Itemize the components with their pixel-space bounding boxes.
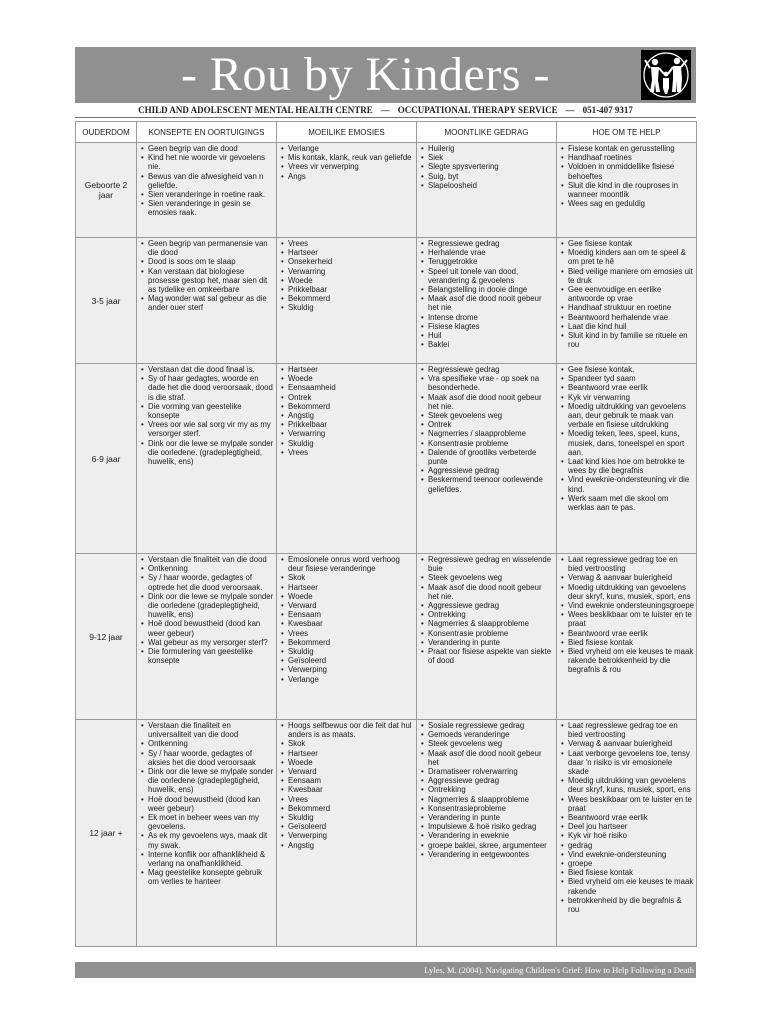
list-item: • Laat regressiewe gedrag toe en bied vertroosting: [560, 721, 694, 739]
list-item: • Sy / haar woorde, gedagtes of aksies het die dood veroorsaak: [140, 749, 274, 767]
emotions-cell: [277, 364, 417, 554]
list-item: • Skuldig: [280, 439, 414, 448]
list-item: • Verstaan die finaliteit van die dood: [140, 555, 274, 564]
list-item: • Verwarring: [280, 429, 414, 438]
list-item: • Werk saam met die skool om werklas aan te pas.: [560, 494, 694, 512]
list-item: • Aggressiewe gedrag: [420, 466, 554, 475]
list-item: • Emosionele onrus word verhoog deur fisiese veranderinge: [280, 555, 414, 573]
list-item: • Sien veranderinge in gesin se emosies raak.: [140, 199, 274, 217]
age-cell: 3-5 jaar: [76, 238, 137, 364]
list-item: • Verward: [280, 601, 414, 610]
list-item: • Mag geestelike konsepte gebruik om verlies te hanteer: [140, 868, 274, 886]
list-item: • Fisiese klagtes: [420, 322, 554, 331]
service-name: OCCUPATIONAL THERAPY SERVICE: [397, 105, 558, 115]
list-item: • Kwesbaar: [280, 785, 414, 794]
list-item: • Woede: [280, 276, 414, 285]
list-item: • Beantwoord herhalende vrae: [560, 313, 694, 322]
list-item: • Impulsiewe & hoë risiko gedrag: [420, 822, 554, 831]
list-item: • Dalende of grootliks verbeterde punte: [420, 448, 554, 466]
list-item: • Dink oor die lewe se mylpale sonder die oorledene. (gradeplegtigheid, huwelik, ens): [140, 439, 274, 467]
emotions-list: [280, 239, 414, 313]
list-item: • Beantwoord vrae eerlik: [560, 813, 694, 822]
list-item: • Woede: [280, 374, 414, 383]
list-item: • Vind eweknie-ondersteuning: [560, 850, 694, 859]
list-item: • Skuldig: [280, 303, 414, 312]
list-item: • Die vorming van geestelike konsepte: [140, 402, 274, 420]
list-item: • Onsekerheid: [280, 257, 414, 266]
column-header-help: HOE OM TE HELP: [557, 122, 697, 143]
column-header-age: OUDERDOM: [76, 122, 137, 143]
list-item: • Steek gevoelens weg: [420, 573, 554, 582]
emotions-list: [280, 721, 414, 850]
list-item: • Hoogs selfbewus oor die feit dat hul anders is as maats.: [280, 721, 414, 739]
list-item: • Siek: [420, 153, 554, 162]
help-cell: [557, 143, 697, 238]
list-item: • Mag wonder wat sal gebeur as die ander ouer sterf: [140, 294, 274, 312]
concepts-list: [140, 555, 274, 665]
separator: —: [380, 105, 390, 115]
list-item: • Verwerping: [280, 665, 414, 674]
list-item: • Gee fisiese kontak.: [560, 365, 694, 374]
list-item: • Huil: [420, 331, 554, 340]
list-item: • Die formulering van geestelike konsepte: [140, 647, 274, 665]
list-item: • Fisiese kontak en gerusstelling: [560, 144, 694, 153]
emotions-list: [280, 555, 414, 684]
page-title: - Rou by Kinders -: [181, 48, 550, 101]
list-item: • Regressiewe gedrag: [420, 239, 554, 248]
help-list: [560, 144, 694, 208]
emotions-cell: [277, 554, 417, 720]
list-item: • Woede: [280, 758, 414, 767]
list-item: • Ontkenning: [140, 739, 274, 748]
help-cell: [557, 238, 697, 364]
behaviour-cell: [417, 554, 557, 720]
list-item: • Verandering in punte: [420, 638, 554, 647]
list-item: • Verlange: [280, 144, 414, 153]
list-item: • gedrag: [560, 841, 694, 850]
list-item: • Handhaaf roetines: [560, 153, 694, 162]
list-item: • Angstig: [280, 411, 414, 420]
column-header-concepts: KONSEPTE EN OORTUIGINGS: [137, 122, 277, 143]
behaviour-list: [420, 721, 554, 859]
help-list: [560, 721, 694, 914]
list-item: • Laat regressiewe gedrag toe en bied vertroosting: [560, 555, 694, 573]
list-item: • Sy of haar gedagtes, woorde en dade het die dood veroorsaak, dood is die straf.: [140, 374, 274, 402]
list-item: • Dink oor die lewe se mylpale sonder die oorledene (gradeplegtigheid, huwelik, ens): [140, 767, 274, 795]
list-item: • As ek my gevoelens wys, maak dit my swak.: [140, 831, 274, 849]
list-item: • Prikkelbaar: [280, 285, 414, 294]
list-item: • Konsentrasie probleme: [420, 439, 554, 448]
list-item: • Moedig uitdrukking van gevoelens deur skryf, kuns, musiek, sport, ens: [560, 583, 694, 601]
behaviour-list: [420, 144, 554, 190]
list-item: • Kyk vir hoë risiko: [560, 831, 694, 840]
concepts-cell: [137, 554, 277, 720]
help-cell: [557, 554, 697, 720]
list-item: • Beskermend teenoor oorlewende geliefdes.: [420, 475, 554, 493]
list-item: • Kan verstaan dat biologiese prosesse gestop het, maar sien dit as tydelike en omkeerbare: [140, 267, 274, 295]
list-item: • Verandering in punte: [420, 813, 554, 822]
list-item: • Verward: [280, 767, 414, 776]
list-item: • Verlange: [280, 675, 414, 684]
list-item: • Ontrek: [280, 393, 414, 402]
list-item: • Moedig uitdrukking van gevoelens aan, deur gebruik te maak van verbale en fisiese uitdrukking: [560, 402, 694, 430]
list-item: • Herhalende vrae: [420, 248, 554, 257]
list-item: • Verstaan dat die dood finaal is.: [140, 365, 274, 374]
list-item: • betrokkenheid by die begrafnis & rou: [560, 896, 694, 914]
centre-name: CHILD AND ADOLESCENT MENTAL HEALTH CENTRE: [138, 105, 373, 115]
concepts-list: [140, 144, 274, 218]
list-item: • Moedig teken, lees, speel, kuns, musiek, dans, toneelspel en sport aan.: [560, 429, 694, 457]
list-item: • Verstaan die finaliteit en universaliteit van die dood: [140, 721, 274, 739]
list-item: • Geïsoleerd: [280, 822, 414, 831]
list-item: • Verandering in eweknie: [420, 831, 554, 840]
list-item: • Eensaam: [280, 776, 414, 785]
list-item: • Maak asof die dood nooit gebeur het nie.: [420, 583, 554, 601]
list-item: • Bewus van die afwesigheid van n geliefde.: [140, 172, 274, 190]
list-item: • Huilerig: [420, 144, 554, 153]
help-cell: [557, 364, 697, 554]
help-list: [560, 555, 694, 675]
list-item: • Moedig uitdrukking van gevoelens deur skryf, kuns, musiek, sport, ens: [560, 776, 694, 794]
list-item: • Nagmerries & slaapprobleme: [420, 619, 554, 628]
list-item: • Hartseer: [280, 248, 414, 257]
age-cell: Geboorte 2 jaar: [76, 143, 137, 238]
list-item: • Woede: [280, 592, 414, 601]
column-header-behaviour: MOONTLIKE GEDRAG: [417, 122, 557, 143]
list-item: • Wees beskikbaar om te luister en te praat: [560, 795, 694, 813]
list-item: • Dramatiseer rolverwarring: [420, 767, 554, 776]
list-item: • Hartseer: [280, 583, 414, 592]
list-item: • Deel jou hartseer: [560, 822, 694, 831]
list-item: • Spandeer tyd saam: [560, 374, 694, 383]
concepts-cell: [137, 720, 277, 947]
list-item: • Verwerping: [280, 831, 414, 840]
behaviour-list: [420, 365, 554, 494]
list-item: • Verwag & aanvaar buierigheid: [560, 739, 694, 748]
list-item: • Gemoeds veranderinge: [420, 730, 554, 739]
column-header-emotions: MOEILIKE EMOSIES: [277, 122, 417, 143]
table-row: [76, 143, 697, 238]
emotions-list: [280, 365, 414, 457]
list-item: • Wat gebeur as my versorger sterf?: [140, 638, 274, 647]
list-item: • Hoë dood bewustheid (dood kan weer gebeur): [140, 795, 274, 813]
list-item: • Laat kind kies hoe om betrokke te wees by die begrafnis: [560, 457, 694, 475]
list-item: • groepe: [560, 859, 694, 868]
list-item: • Belangstelling in dooie dinge: [420, 285, 554, 294]
list-item: • Nagmerries & slaapprobleme: [420, 795, 554, 804]
list-item: • Suig, byt: [420, 172, 554, 181]
list-item: • Verandering in eetgewoontes: [420, 850, 554, 859]
concepts-cell: [137, 364, 277, 554]
concepts-list: [140, 721, 274, 887]
list-item: • Geen begrip van die dood: [140, 144, 274, 153]
divider: [75, 117, 696, 118]
emotions-cell: [277, 143, 417, 238]
list-item: • Vrees: [280, 629, 414, 638]
list-item: • Eensaamheid: [280, 383, 414, 392]
emotions-cell: [277, 720, 417, 947]
grief-table: [75, 121, 697, 947]
list-item: • Vind eweknie-ondersteuning vir die kind.: [560, 475, 694, 493]
list-item: • Kwesbaar: [280, 619, 414, 628]
table-row: [76, 364, 697, 554]
citation: Lyles, M. (2004). Navigating Children's Grief: How to Help Following a Death: [424, 965, 694, 975]
list-item: • Verwarring: [280, 267, 414, 276]
list-item: • Steek gevoelens weg: [420, 411, 554, 420]
list-item: • Intense drome: [420, 313, 554, 322]
list-item: • Konsentrasieprobleme: [420, 804, 554, 813]
list-item: • Kyk vir verwarring: [560, 393, 694, 402]
list-item: • Voldoen in onmiddellike fisiese behoeftes: [560, 162, 694, 180]
family-figures-icon: [641, 50, 691, 100]
age-cell: 12 jaar +: [76, 720, 137, 947]
list-item: • Regressiewe gedrag en wisselende buie: [420, 555, 554, 573]
list-item: • Hartseer: [280, 749, 414, 758]
list-item: • Aggressiewe gedrag: [420, 601, 554, 610]
table-row: [76, 554, 697, 720]
list-item: • Sluit kind in by familie se rituele en rou: [560, 331, 694, 349]
list-item: • Bekommerd: [280, 804, 414, 813]
list-item: • Ek moet in beheer wees van my gevoelens.: [140, 813, 274, 831]
list-item: • Beantwoord vrae eerlik: [560, 629, 694, 638]
behaviour-list: [420, 239, 554, 349]
list-item: • Vrees: [280, 795, 414, 804]
list-item: • Ontkenning: [140, 564, 274, 573]
concepts-list: [140, 365, 274, 466]
list-item: • Nagmerries / slaapprobleme: [420, 429, 554, 438]
list-item: • Dink oor die lewe se mylpale sonder die oorledene (gradeplegtigheid, huwelik, ens): [140, 592, 274, 620]
list-item: • Slapeloosheid: [420, 181, 554, 190]
list-item: • Sien veranderinge in roetine raak.: [140, 190, 274, 199]
list-item: • Geïsoleerd: [280, 656, 414, 665]
concepts-list: [140, 239, 274, 313]
list-item: • Vrees: [280, 448, 414, 457]
list-item: • Skuldig: [280, 647, 414, 656]
list-item: • Bied fisiese kontak: [560, 868, 694, 877]
list-item: • Teruggetrokke: [420, 257, 554, 266]
list-item: • Kind het nie woorde vir gevoelens nie.: [140, 153, 274, 171]
list-item: • Laat die kind huil: [560, 322, 694, 331]
emotions-list: [280, 144, 414, 181]
list-item: • Maak asof die dood nooit gebeur het nie: [420, 294, 554, 312]
list-item: • Handhaaf struktuur en roetine: [560, 303, 694, 312]
list-item: • Bied vryheid om eie keuses te maak rakende betrokkenheid by die begrafnis & rou: [560, 647, 694, 675]
list-item: • Laat verborge gevoelens toe, tensy daar 'n risiko is vir emosionele skade: [560, 749, 694, 777]
list-item: • Bekommerd: [280, 638, 414, 647]
list-item: • Gee eenvoudige en eerlike antwoorde op vrae: [560, 285, 694, 303]
behaviour-cell: [417, 143, 557, 238]
help-list: [560, 365, 694, 512]
list-item: • Slegte spysvertering: [420, 162, 554, 171]
list-item: • Steek gevoelens weg: [420, 739, 554, 748]
list-item: • Ontrek: [420, 420, 554, 429]
behaviour-cell: [417, 238, 557, 364]
list-item: • Maak asof die dood nooit gebeur het nie.: [420, 393, 554, 411]
list-item: • Bied fisiese kontak: [560, 638, 694, 647]
age-cell: 9-12 jaar: [76, 554, 137, 720]
list-item: • Bekommerd: [280, 294, 414, 303]
list-item: • Beantwoord vrae eerlik: [560, 383, 694, 392]
list-item: • Bied vryheid om eie keuses te maak rakende: [560, 877, 694, 895]
phone-number: 051-407 9317: [582, 105, 633, 115]
list-item: • Vrees: [280, 239, 414, 248]
list-item: • Vrees oor wie sal sorg vir my as my versorger sterf.: [140, 420, 274, 438]
emotions-cell: [277, 238, 417, 364]
help-cell: [557, 720, 697, 947]
list-item: • Wees beskikbaar om te luister en te praat: [560, 610, 694, 628]
behaviour-cell: [417, 720, 557, 947]
list-item: • Gee fisiese kontak: [560, 239, 694, 248]
list-item: • Hoë dood bewustheid (dood kan weer gebeur): [140, 619, 274, 637]
list-item: • Hartseer: [280, 365, 414, 374]
list-item: • Skok: [280, 739, 414, 748]
title-banner: [75, 47, 696, 103]
table-header-row: [76, 122, 697, 143]
list-item: • Wees sag en geduldig: [560, 199, 694, 208]
list-item: • Maak asof die dood nooit gebeur het: [420, 749, 554, 767]
list-item: • Mis kontak, klank, reuk van geliefde: [280, 153, 414, 162]
list-item: • Vra spesifieke vrae - op soek na besonderhede.: [420, 374, 554, 392]
help-list: [560, 239, 694, 349]
footer-bar: [75, 962, 696, 978]
list-item: • Konsentrasie probleme: [420, 629, 554, 638]
list-item: • Praat oor fisiese aspekte van siekte of dood: [420, 647, 554, 665]
separator: —: [565, 105, 575, 115]
list-item: • Sy / haar woorde, gedagtes of optrede het die dood veroorsaak.: [140, 573, 274, 591]
list-item: • groepe baklei, skree, argumenteer: [420, 841, 554, 850]
list-item: • Angs: [280, 172, 414, 181]
behaviour-list: [420, 555, 554, 665]
table-row: [76, 238, 697, 364]
list-item: • Verwag & aanvaar buierigheid: [560, 573, 694, 582]
behaviour-cell: [417, 364, 557, 554]
list-item: • Baklei: [420, 340, 554, 349]
list-item: • Aggressiewe gedrag: [420, 776, 554, 785]
list-item: • Angstig: [280, 841, 414, 850]
list-item: • Ontrekking: [420, 785, 554, 794]
list-item: • Bekommerd: [280, 402, 414, 411]
list-item: • Skuldig: [280, 813, 414, 822]
list-item: • Speel uit tonele van dood, verandering & gevoelens: [420, 267, 554, 285]
list-item: • Prikkelbaar: [280, 420, 414, 429]
list-item: • Moedig kinders aan om te speel & om pret te hê: [560, 248, 694, 266]
age-cell: 6-9 jaar: [76, 364, 137, 554]
subheader: [75, 103, 696, 117]
list-item: • Vrees vir verwerping: [280, 162, 414, 171]
concepts-cell: [137, 238, 277, 364]
list-item: • Ontrekking: [420, 610, 554, 619]
list-item: • Interne konflik oor afhanklikheid & verlang na onafhanklikheid.: [140, 850, 274, 868]
list-item: • Bied veilige maniere om emosies uit te druk: [560, 267, 694, 285]
list-item: • Sosiale regressiewe gedrag: [420, 721, 554, 730]
list-item: • Vind eweknie ondersteuningsgroepe: [560, 601, 694, 610]
table-row: [76, 720, 697, 947]
list-item: • Skok: [280, 573, 414, 582]
concepts-cell: [137, 143, 277, 238]
list-item: • Dood is soos om te slaap: [140, 257, 274, 266]
list-item: • Eensaam: [280, 610, 414, 619]
list-item: • Regressiewe gedrag: [420, 365, 554, 374]
list-item: • Sluit die kind in die rouproses in wanneer moontlik: [560, 181, 694, 199]
list-item: • Geen begrip van permanensie van die dood: [140, 239, 274, 257]
